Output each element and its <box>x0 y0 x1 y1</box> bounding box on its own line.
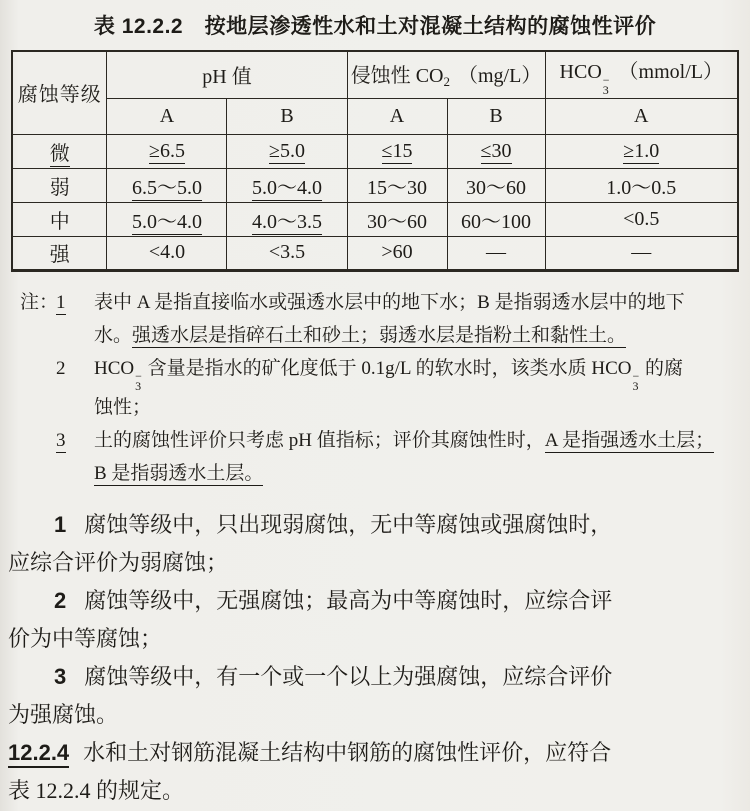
cell-value: <4.0 <box>148 241 186 263</box>
cell-value: ≥5.0 <box>269 139 305 162</box>
cell-value: 6.5～5.0 <box>131 176 202 199</box>
cell-value: 5.0～4.0 <box>131 210 202 233</box>
grade-label: 弱 <box>49 176 70 199</box>
table-caption: 表 12.2.2 按地层渗透性水和土对混凝土结构的腐蚀性评价 <box>93 15 657 38</box>
text-line <box>94 457 744 490</box>
value-cell <box>107 236 227 270</box>
column-subheader: A <box>107 98 227 134</box>
hco3-base: HCO <box>559 60 602 83</box>
cell-value: ≤15 <box>381 139 413 162</box>
text-line: HCO − 3 含量是指水的矿化度低于 0.1g/L 的软水时，该类水质 HCO − 3 的腐 <box>94 357 684 393</box>
clause-paragraph-3 <box>8 658 744 734</box>
hco3-unit: （mmol/L） <box>618 60 723 83</box>
cell-value: 60～100 <box>461 210 531 233</box>
co2-prefix: 侵蚀性 <box>350 65 416 88</box>
co2-base: CO <box>415 65 444 88</box>
revision-underlined-text: A 是指强透水土层； <box>544 429 715 451</box>
value-cell <box>227 168 347 202</box>
text-line: 价为中等腐蚀； <box>8 625 163 651</box>
grade-cell <box>12 168 107 202</box>
value-cell <box>447 134 545 168</box>
value-cell <box>447 168 545 202</box>
hco3-subscript: 3 <box>602 82 609 97</box>
subheader-row <box>12 98 738 134</box>
text-line: 土的腐蚀性评价只考虑 pH 值指标；评价其腐蚀性时，A 是指强透水土层； <box>94 429 715 451</box>
hco3-superscript: − <box>602 72 610 87</box>
clause-paragraph-2 <box>8 582 744 658</box>
co2-group-header <box>347 51 545 98</box>
co2-unit: （mg/L） <box>457 65 542 88</box>
text-line: 表 12.2.4 的规定。 <box>8 777 185 803</box>
value-cell <box>227 202 347 236</box>
cell-value: — <box>486 241 506 263</box>
hco3-base: HCO <box>94 357 135 379</box>
section-paragraph <box>8 734 744 810</box>
value-cell <box>545 202 738 236</box>
column-subheader: B <box>227 98 347 134</box>
hco3-base: HCO <box>591 357 632 379</box>
table-row <box>12 202 738 236</box>
revision-underlined-text: B 是指弱透水土层。 <box>94 462 264 484</box>
text-line: 12.2.4 水和土对钢筋混凝土结构中钢筋的腐蚀性评价，应符合 <box>8 734 744 772</box>
grade-cell <box>12 202 107 236</box>
cell-value: 30～60 <box>466 176 526 199</box>
ph-label: pH 值 <box>202 66 252 89</box>
value-cell <box>227 236 347 270</box>
value-cell <box>227 134 347 168</box>
value-cell <box>545 168 738 202</box>
text-line: 应综合评价为弱腐蚀； <box>8 549 229 575</box>
cell-value: 5.0～4.0 <box>251 176 322 199</box>
value-cell <box>107 168 227 202</box>
note-item-2 <box>20 352 744 424</box>
cell-value: <0.5 <box>623 207 660 230</box>
clause-number: 2 <box>54 587 67 613</box>
value-cell <box>107 134 227 168</box>
text-line: 1 腐蚀等级中，只出现弱腐蚀，无中等腐蚀或强腐蚀时， <box>54 511 613 537</box>
clause-paragraph-1 <box>8 506 744 582</box>
text-line: 水。强透水层是指碎石土和砂土；弱透水层是指粉土和黏性土。 <box>94 324 627 346</box>
section-number: 12.2.4 <box>8 740 69 768</box>
ph-group-header <box>107 51 347 98</box>
value-cell <box>347 134 447 168</box>
grade-label: 中 <box>49 210 70 233</box>
value-cell <box>545 236 738 270</box>
grade-cell <box>12 134 107 168</box>
column-subheader: B <box>447 98 545 134</box>
table-row <box>12 168 738 202</box>
note-text <box>94 352 744 424</box>
notes-label: 注： <box>20 291 59 313</box>
cell-value: — <box>631 241 652 263</box>
cell-value: 30～60 <box>367 210 427 233</box>
cell-value: <3.5 <box>268 241 306 263</box>
value-cell <box>347 236 447 270</box>
corrosion-evaluation-table <box>11 50 739 272</box>
column-subheader: A <box>347 98 447 134</box>
note-text <box>94 424 744 490</box>
value-cell <box>347 202 447 236</box>
cell-value: >60 <box>381 241 413 263</box>
cell-value: ≥6.5 <box>148 139 185 162</box>
co2-subscript: 2 <box>443 74 450 90</box>
clause-number: 1 <box>54 511 67 537</box>
cell-value: ≤30 <box>480 139 512 162</box>
value-cell <box>447 202 545 236</box>
note-number: 1 <box>56 291 66 313</box>
cell-value: 1.0～0.5 <box>606 176 677 199</box>
note-text <box>94 286 744 352</box>
hco3-group-header <box>545 51 738 98</box>
clause-number: 3 <box>54 663 67 689</box>
text-line: 表中 A 是指直接临水或强透水层中的地下水；B 是指弱透水层中的地下 <box>94 291 685 313</box>
group-header-row <box>12 51 738 98</box>
note-number: 2 <box>56 357 66 379</box>
value-cell <box>107 202 227 236</box>
value-cell <box>545 134 738 168</box>
hco3-subsup: − 3 <box>632 368 640 393</box>
cell-value: 4.0～3.5 <box>251 210 322 233</box>
revision-underlined-text: 强透水层是指碎石土和砂土；弱透水层是指粉土和黏性土。 <box>132 324 627 346</box>
hco3-subsup <box>602 72 610 97</box>
text-line: 3 腐蚀等级中，有一个或一个以上为强腐蚀，应综合评价 <box>54 663 613 689</box>
note-item-3 <box>20 424 744 490</box>
notes-block <box>20 286 744 490</box>
grade-column-header: 腐蚀等级 <box>12 51 107 134</box>
note-item-1 <box>20 286 744 352</box>
cell-value: 15～30 <box>367 176 427 199</box>
grade-label: 微 <box>49 142 70 165</box>
value-cell <box>447 236 545 270</box>
grade-cell <box>12 236 107 270</box>
note-number: 3 <box>56 429 66 451</box>
table-row <box>12 134 738 168</box>
body-text <box>8 506 744 810</box>
column-subheader: A <box>545 98 738 134</box>
table-row <box>12 236 738 270</box>
hco3-subsup: − 3 <box>135 368 142 393</box>
text-line: 蚀性； <box>94 396 152 418</box>
value-cell <box>347 168 447 202</box>
text-line: 2 腐蚀等级中，无强腐蚀；最高为中等腐蚀时，应综合评 <box>54 587 613 613</box>
grade-label: 强 <box>49 244 70 266</box>
cell-value: ≥1.0 <box>623 139 660 162</box>
text-line: 为强腐蚀。 <box>8 701 119 727</box>
